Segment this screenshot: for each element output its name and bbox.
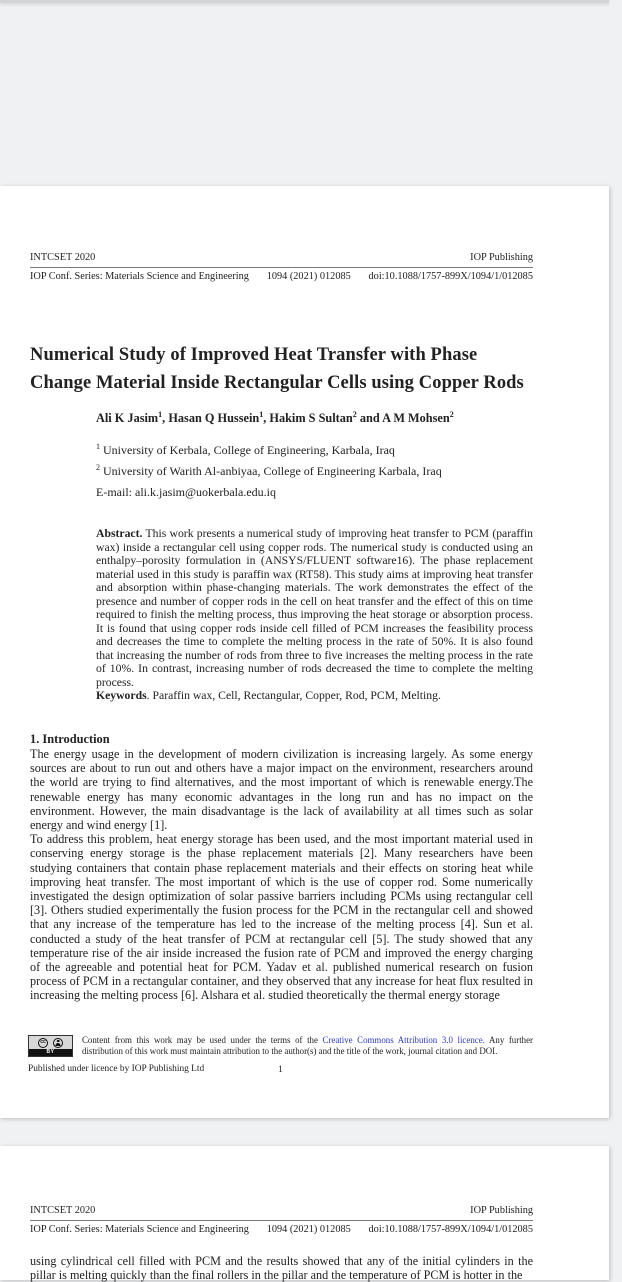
abstract-label: Abstract. — [96, 527, 143, 540]
published-under-licence-line: Published under licence by IOP Publishing Ltd 1 — [28, 1063, 533, 1075]
section-heading-introduction: 1. Introduction — [30, 732, 110, 746]
affiliation-2: $^2$ University of Warith Al-anbiyaa, College of Engineering Karbala, Iraq — [96, 463, 442, 478]
license-footnote — [28, 1035, 533, 1075]
affiliation-1: $^1$ University of Kerbala, College of Engineering, Karbala, Iraq — [96, 442, 395, 457]
running-header-citation-p2 — [30, 1224, 533, 1236]
header-rule — [30, 267, 533, 268]
license-text: Content from this work may be used under the terms of the Creative Commons Attribution 3.0 licence. Any further distribution of this work must maintain attribution to the author(s) and the title of the work, journal citation and DOI. — [82, 1035, 533, 1057]
conference-name-p2: INTCSET 2020 — [30, 1205, 96, 1216]
publisher-name-p2: IOP Publishing — [470, 1205, 533, 1216]
author-list: Ali K Jasim$^1$, Hasan Q Hussein$^1$, Hakim S Sultan$^2$ and A M Mohsen$^2$ — [96, 410, 454, 426]
contact-email: E-mail: ali.k.jasim@uokerbala.edu.iq — [96, 485, 276, 499]
creative-commons-link[interactable]: Creative Commons Attribution 3.0 licence. — [322, 1035, 485, 1045]
introduction-paragraph-1: The energy usage in the development of modern civilization is increasing largely. As some energy sources are about to run out and others have a major impact on the environment, researchers around the world are trying to find alternatives, and the most important of which is renewable energy.The renewable energy has many economic advantages in the long run and has no impact on the environment. However, the main disadvantage is the lack of availability at all times such as solar energy and wind energy [1]. — [30, 747, 533, 833]
cc-icon: cc — [38, 1038, 48, 1048]
page-number: 1 — [278, 1064, 283, 1075]
keywords-label: Keywords — [96, 689, 147, 702]
volume-citation-p2: 1094 (2021) 012085 — [266, 1224, 351, 1235]
conference-name: INTCSET 2020 — [30, 252, 96, 263]
affiliations — [96, 438, 442, 480]
publisher-name: IOP Publishing — [470, 252, 533, 263]
cc-by-badge-icon — [28, 1035, 73, 1057]
abstract-paragraph: Abstract. This work presents a numerical study of improving heat transfer to PCM (paraffin wax) inside a rectangular cell using copper rods. The numerical study is conducted using an enthalpy–porosity formulation in (ANSYS/FLUENT software16). The phase replacement material used in this study is paraffin wax (RT58). This study aims at improving heat transfer and absorption within phase-changing materials. The work demonstrates the effect of the presence and number of copper rods in the cell on heat transfer and the effect of this on time required to finish the melting process, thus improving the heat storage or absorption process. It is found that using copper rods inside cell filled of PCM increases the feasibility process and decreases the time to complete the melting process in the rate of 50%. It is also found that increasing the number of rods from three to five increases the melting process in the rate of 10%. In contrast, increasing number of rods decreased the time to complete the melting process. — [96, 527, 533, 689]
doi: doi:10.1088/1757-899X/1094/1/012085 — [368, 271, 533, 282]
introduction-paragraph-2: To address this problem, heat energy storage has been used, and the most important material used in conserving energy storage is the phase replacement materials [2]. Many researchers have been studying containers that contain phase replacement materials and their effects on storing heat while improving heat transfer. The most important of which is the use of copper rod. Some numerically investigated the design optimization of solar passive barriers including PCMs using rectangular cell [3]. Others studied experimentally the fusion process for the PCM in the rectangular cell and showed that any increase of the temperature has led to the increase of the melting process [4]. Sun et al. conducted a study of the heat transfer of PCM at rectangular cell [5]. The study showed that any temperature rise of the air inside increased the fusion rate of PCM and improved the energy charging of the agreeable and potential heat for PCM. Yadav et al. published numerical research on fusion process of PCM in a rectangular container, and they observed that any increase for heat flux resulted in increasing the melting process [6]. Alshara et al. studied theoretically the thermal energy storage — [30, 832, 533, 1003]
doi-p2: doi:10.1088/1757-899X/1094/1/012085 — [368, 1224, 533, 1235]
article-title: Numerical Study of Improved Heat Transfer with Phase Change Material Inside Rectangular Cells using Copper Rods — [30, 345, 524, 393]
abstract — [96, 527, 533, 703]
header-rule-p2 — [30, 1220, 533, 1221]
running-header-citation — [30, 271, 533, 283]
running-header-top — [30, 252, 533, 264]
journal-name-p2: IOP Conf. Series: Materials Science and Engineering — [30, 1224, 249, 1235]
page2-paragraph: using cylindrical cell filled with PCM and the results showed that any of the initial cylinders in the pillar is melting quickly than the final rollers in the pillar and the temperature of PCM is hotter in the — [30, 1254, 533, 1282]
keywords-line: Keywords. Paraffin wax, Cell, Rectangular, Copper, Rod, PCM, Melting. — [96, 689, 441, 702]
running-header-top-p2 — [30, 1205, 533, 1217]
previous-page-bottom-edge — [0, 0, 609, 3]
page-1 — [0, 186, 609, 1118]
introduction-text — [30, 747, 533, 1003]
page-2 — [0, 1146, 609, 1280]
cc-by-label: BY — [29, 1049, 72, 1056]
attribution-person-icon — [53, 1038, 63, 1048]
journal-name: IOP Conf. Series: Materials Science and Engineering — [30, 271, 249, 282]
volume-citation: 1094 (2021) 012085 — [266, 271, 351, 282]
